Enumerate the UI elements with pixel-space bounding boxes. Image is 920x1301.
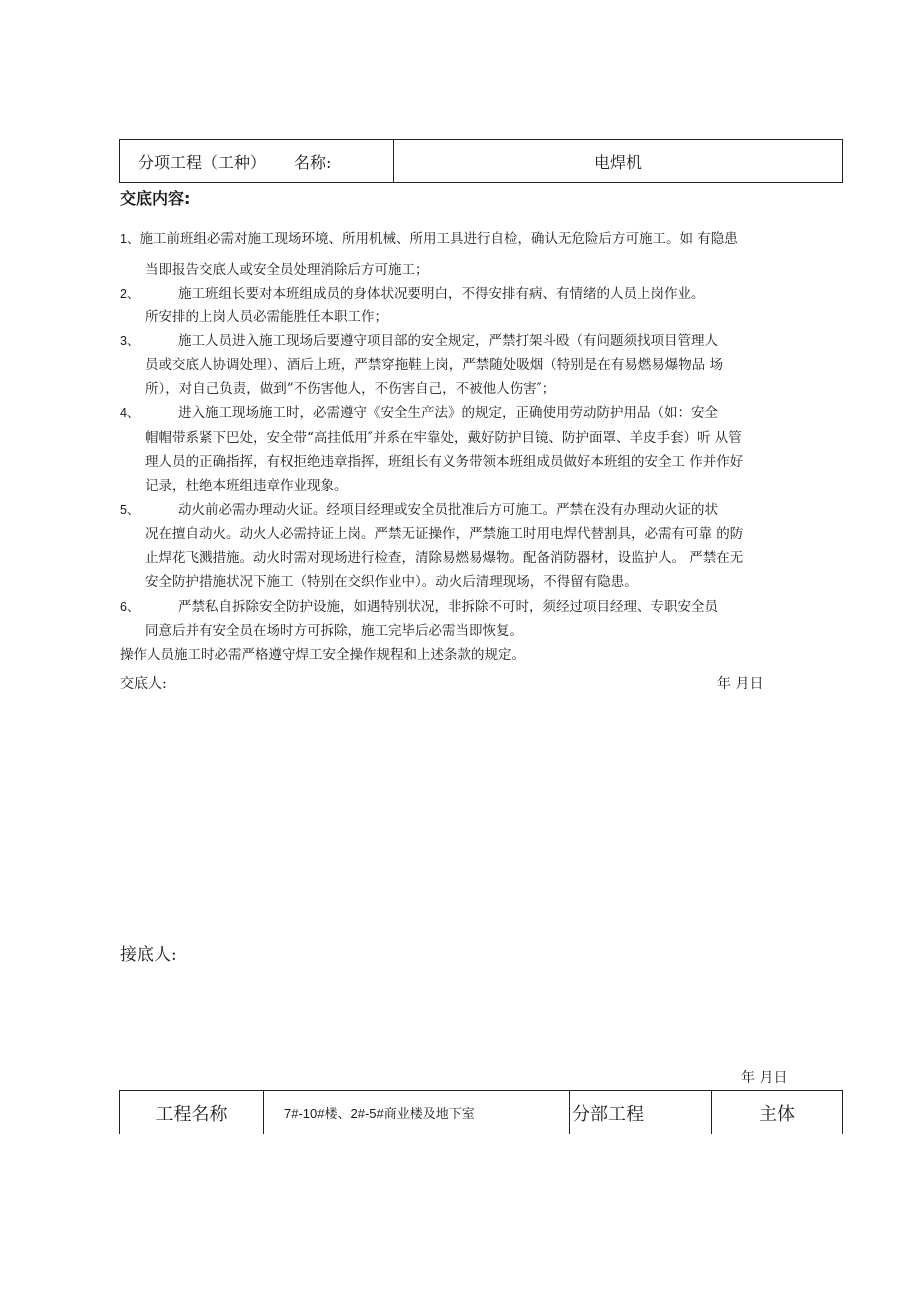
handover-date: 年 月日 <box>717 676 764 692</box>
project-name-label: 工程名称 <box>155 1103 228 1125</box>
item-3-line-2: 员或交底人协调处理）、酒后上班，严禁穿拖鞋上岗，严禁随处吸烟（特别是在有易燃易爆物品 场 <box>145 357 724 373</box>
item-4-line-4: 记录，杜绝本班组违章作业现象。 <box>145 478 348 494</box>
sub-project-value-cell <box>712 1091 842 1134</box>
item-5-number: 5、 <box>120 503 140 517</box>
item-3-line-3: 所），对自己负责，做到”不伤害他人，不伤害自己，不被他人伤害″； <box>145 381 556 397</box>
receiver-label: 接底人: <box>120 945 177 965</box>
item-4-line-3: 理人员的正确指挥，有权拒绝违章指挥，班组长有义务带领本班组成员做好本班组的安全工 作并作好 <box>145 454 744 470</box>
item-5-line-2: 况在擅自动火。动火人必需持证上岗。严禁无证操作，严禁施工时用电焊代替割具，必需有可靠 的防 <box>145 526 744 542</box>
item-4-number: 4、 <box>120 406 140 420</box>
sub-project-label-cell <box>570 1091 712 1134</box>
item-6-line-2: 同意后并有安全员在场时方可拆除，施工完毕后必需当即恢复。 <box>145 623 523 639</box>
item-5-line-3: 止焊花飞溅措施。动火时需对现场进行检查，清除易燃易爆物。配备消防器材，设监护人。 严禁在无 <box>145 550 744 566</box>
item-4-line-1: 4、 进入施工现场施工时，必需遵守《安全生产法》的规定，正确使用劳动防护用品（如：安全 <box>120 405 718 421</box>
header-value-cell <box>394 140 842 182</box>
footer-table <box>119 1090 843 1134</box>
sub-project-value: 主体 <box>759 1103 795 1125</box>
item-5-line-4: 安全防护措施状况下施工（特别在交织作业中）。动火后清理现场，不得留有隐患。 <box>145 574 638 590</box>
header-label-cell <box>120 140 394 182</box>
item-3-number: 3、 <box>120 334 140 348</box>
item-2-line-2: 所安排的上岗人员必需能胜任本职工作； <box>145 309 388 325</box>
item-1-line-2: 当即报告交底人或安全员处理消除后方可施工； <box>145 262 429 278</box>
handover-label: 交底人: <box>120 676 167 692</box>
header-table <box>119 139 843 183</box>
section-title: 交底内容: <box>120 189 191 208</box>
item-2-number: 2、 <box>120 287 140 301</box>
header-label-b: 名称: <box>294 152 332 172</box>
closing-statement: 操作人员施工时必需严格遵守焊工安全操作规程和上述条款的规定。 <box>120 647 525 663</box>
item-5-line-1: 5、 动火前必需办理动火证。经项目经理或安全员批准后方可施工。严禁在没有办理动火证的状 <box>120 502 718 518</box>
item-4-line-2: 帽帽带系紧下巴处，安全带“高挂低用″并系在牢靠处，戴好防护目镜、防护面罩、羊皮手套）听 从管 <box>145 430 742 446</box>
project-name-label-cell <box>120 1091 264 1134</box>
item-6-number: 6、 <box>120 600 140 614</box>
item-2-line-1: 2、 施工班组长要对本班组成员的身体状况要明白，不得安排有病、有情绪的人员上岗作业。 <box>120 286 705 302</box>
header-label-a: 分项工程（工种） <box>138 152 267 172</box>
item-1-line-1: 1、施工前班组必需对施工现场环境、所用机械、所用工具进行自检，确认无危险后方可施工。如 有隐患 <box>120 231 738 247</box>
header-value: 电焊机 <box>593 152 642 172</box>
project-name-value-cell <box>264 1091 570 1134</box>
item-1-number: 1、 <box>120 232 140 246</box>
sub-project-label: 分部工程 <box>572 1103 644 1125</box>
project-name-value: 7#-10#楼、2#-5#商业楼及地下室 <box>284 1106 475 1121</box>
item-3-line-1: 3、 施工人员进入施工现场后要遵守项目部的安全规定，严禁打架斗殴（有问题须找项目管理人 <box>120 333 718 349</box>
receiver-date: 年 月日 <box>741 1070 788 1086</box>
item-6-line-1: 6、 严禁私自拆除安全防护设施，如遇特别状况，非拆除不可时，须经过项目经理、专职安全员 <box>120 599 718 615</box>
